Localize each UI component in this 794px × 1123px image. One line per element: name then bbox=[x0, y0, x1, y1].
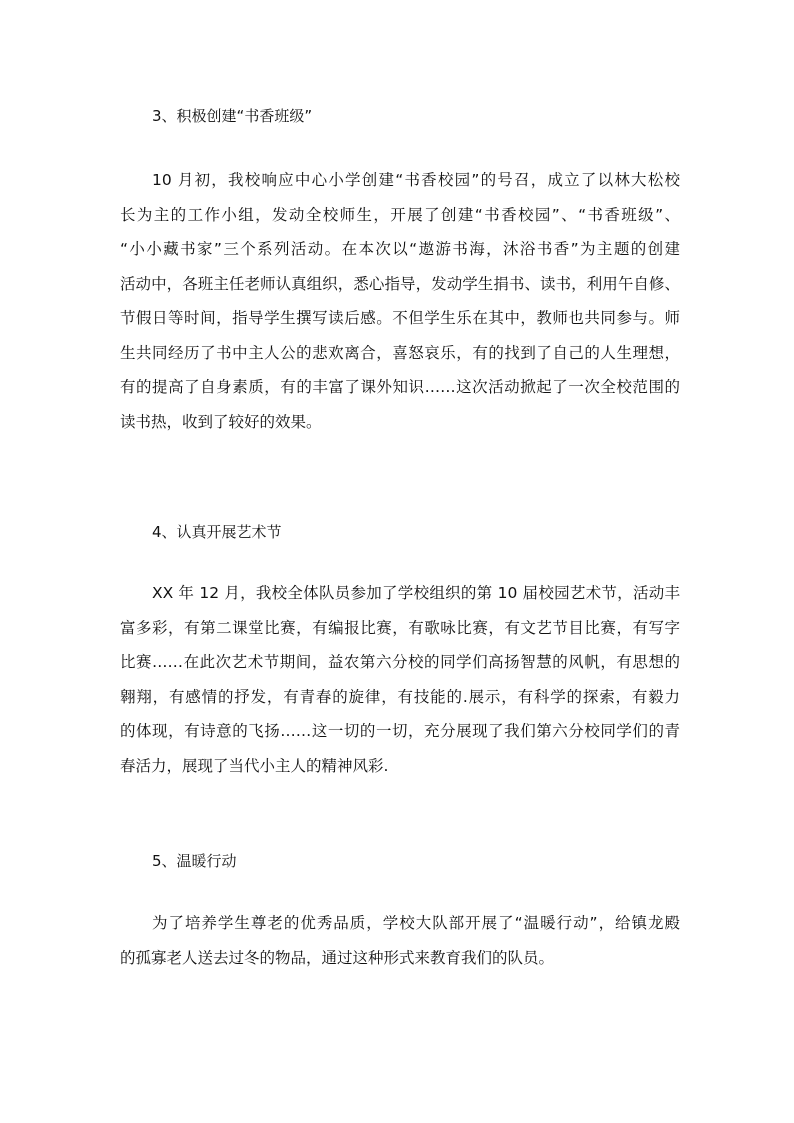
paragraph-line: 翱翔，有感情的抒发，有青春的旋律，有技能的.展示，有科学的探索，有毅力 bbox=[120, 687, 680, 706]
paragraph-line: 的孤寡老人送去过冬的物品，通过这种形式来教育我们的队员。 bbox=[120, 948, 555, 967]
section-heading: 5、温暖行动 bbox=[152, 852, 237, 870]
paragraph-line: 有的提高了自身素质，有的丰富了课外知识……这次活动掀起了一次全校范围的 bbox=[120, 378, 680, 396]
paragraph-line: 比赛……在此次艺术节期间，益农第六分校的同学们高扬智慧的风帆，有思想的 bbox=[120, 653, 680, 671]
paragraph-line: 节假日等时间，指导学生撰写读后感。不但学生乐在其中，教师也共同参与。师 bbox=[120, 309, 680, 327]
paragraph-line: XX 年 12 月，我校全体队员参加了学校组织的第 10 届校园艺术节，活动丰 bbox=[152, 584, 680, 602]
paragraph-line: 的体现，有诗意的飞扬……这一切的一切，充分展现了我们第六分校同学们的青 bbox=[120, 722, 680, 740]
section-paragraph bbox=[120, 576, 680, 783]
paragraph-line: 生共同经历了书中主人公的悲欢离合，喜怒哀乐，有的找到了自己的人生理想， bbox=[120, 343, 680, 362]
paragraph-line: 读书热，收到了较好的效果。 bbox=[120, 412, 322, 431]
paragraph-line: 活动中，各班主任老师认真组织，悉心指导，发动学生捐书、读书，利用午自修、 bbox=[120, 274, 680, 293]
section-heading: 3、积极创建“书香班级” bbox=[152, 107, 313, 125]
paragraph-line: “小小藏书家”三个系列活动。在本次以“遨游书海，沐浴书香”为主题的创建 bbox=[120, 240, 680, 258]
paragraph-line: 春活力，展现了当代小主人的精神风彩. bbox=[120, 756, 389, 775]
section-paragraph bbox=[120, 906, 680, 975]
paragraph-line: 长为主的工作小组，发动全校师生，开展了创建“书香校园”、“书香班级”、 bbox=[120, 205, 680, 224]
section-heading: 4、认真开展艺术节 bbox=[152, 523, 282, 541]
paragraph-line: 10 月初，我校响应中心小学创建“书香校园”的号召，成立了以林大松校 bbox=[152, 171, 680, 189]
paragraph-line: 富多彩，有第二课堂比赛，有编报比赛，有歌咏比赛，有文艺节目比赛，有写字 bbox=[120, 618, 680, 637]
section-paragraph bbox=[120, 163, 680, 439]
paragraph-line: 为了培养学生尊老的优秀品质，学校大队部开展了“温暖行动”，给镇龙殿 bbox=[152, 914, 680, 932]
